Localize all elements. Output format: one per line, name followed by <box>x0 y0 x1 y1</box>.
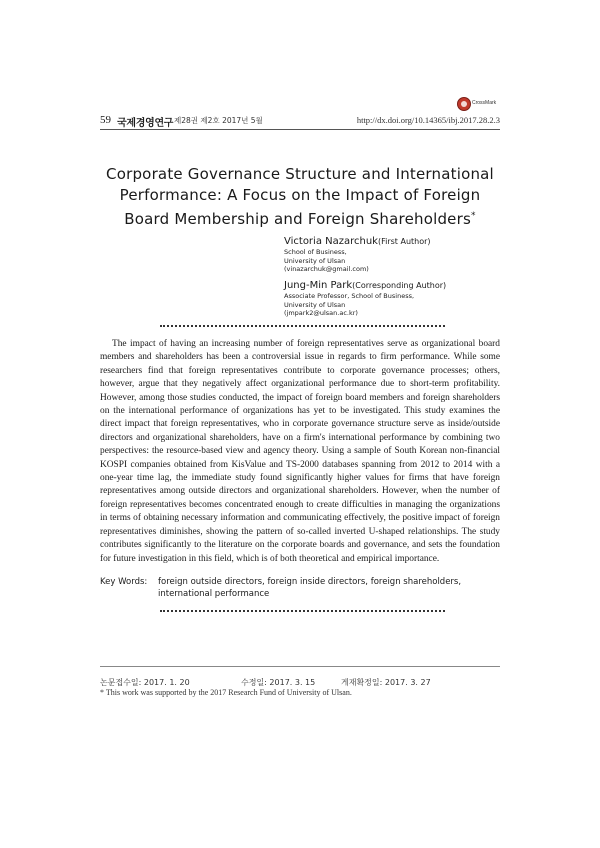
paper-title <box>100 164 500 230</box>
author-email[interactable]: (jmpark2@ulsan.ac.kr) <box>284 309 358 317</box>
crossmark-badge[interactable] <box>457 97 507 111</box>
author-affiliation: School of Business, <box>284 248 347 256</box>
author-role: (First Author) <box>377 237 431 246</box>
keywords-text: foreign outside directors, foreign inside directors, foreign shareholders, international performance <box>158 577 462 599</box>
abstract-text: The impact of having an increasing number of foreign representatives serve as organizational board members and shareholders has been a controversial issue in regards to firm performance. While some researchers find that foreign representatives contribute to corporate governance processes; others, however, argue that they negatively affect organizational performance due to short-term profitability. However, among those studies conducted, the impact of foreign board members and foreign shareholders on the international performance of organizations has yet to be investigated. This study examines the direct impact that foreign representatives, who in corporate governance structure serve as inside/outside directors and organizational shareholders, have on a firm's international performance by combining two perspectives: the resource-based view and agency theory. Using a sample of South Korean non-financial KOSPI companies obtained from KisValue and TS-2000 databases spanning from 2012 to 2014 with a one-year time lag, the immediate study found significantly higher values for firms that have foreign representatives among outside directors and organizational shareholders. However, when the number of foreign representatives becomes concentrated enough to create difficulties in managing the organizations in terms of obtaining necessary information and communicating effectively, the positive impact of foreign representatives diminishes, showing the pattern of so-called inverted U-shaped relationships. The study contributes significantly to the literature on the corporate boards and governance, and sets the foundation for future investigation in this field, which is of both theoretical and empirical importance. <box>100 339 500 564</box>
title-line: Board Membership and Foreign Shareholders* <box>124 210 476 228</box>
journal-name: 국제경영연구 <box>117 118 174 129</box>
date-accepted: 게재확정일: 2017. 3. 27 <box>341 678 431 687</box>
author-name-line <box>284 235 504 248</box>
author-name: Jung-Min Park <box>284 280 353 291</box>
dotted-divider <box>160 325 445 330</box>
doi-link[interactable]: http://dx.doi.org/10.14365/ibj.2017.28.2.3 <box>356 115 500 125</box>
title-footnote-marker: * <box>471 211 476 221</box>
header-rule <box>100 129 500 130</box>
author-affiliation: University of Ulsan <box>284 300 346 309</box>
author-name: Victoria Nazarchuk <box>284 236 378 247</box>
author-corresponding <box>284 279 504 318</box>
date-received: 논문접수일: 2017. 1. 20 <box>100 678 190 687</box>
author-affiliation: Associate Professor, School of Business, <box>284 292 415 300</box>
author-affiliation: University of Ulsan <box>284 256 346 265</box>
author-email[interactable]: (vinazarchuk@gmail.com) <box>284 265 369 273</box>
page-number: 59 <box>100 114 111 126</box>
title-line: Corporate Governance Structure and International <box>106 165 494 183</box>
title-line: Performance: A Focus on the Impact of Foreign <box>119 186 481 204</box>
footnote-rule <box>100 666 500 667</box>
running-header <box>100 114 500 128</box>
keywords-label: Key Words: <box>100 577 148 587</box>
dotted-divider <box>160 610 445 615</box>
issue-info: 제28권 제2호 2017년 5월 <box>174 116 263 125</box>
author-name-line <box>284 279 504 292</box>
funding-footnote: * This work was supported by the 2017 Research Fund of University of Ulsan. <box>100 688 352 697</box>
date-revised: 수정일: 2017. 3. 15 <box>241 678 316 687</box>
author-role: (Corresponding Author) <box>352 281 447 290</box>
crossmark-label: CrossMark <box>472 100 497 106</box>
crossmark-icon <box>457 97 471 111</box>
author-first <box>284 235 504 274</box>
